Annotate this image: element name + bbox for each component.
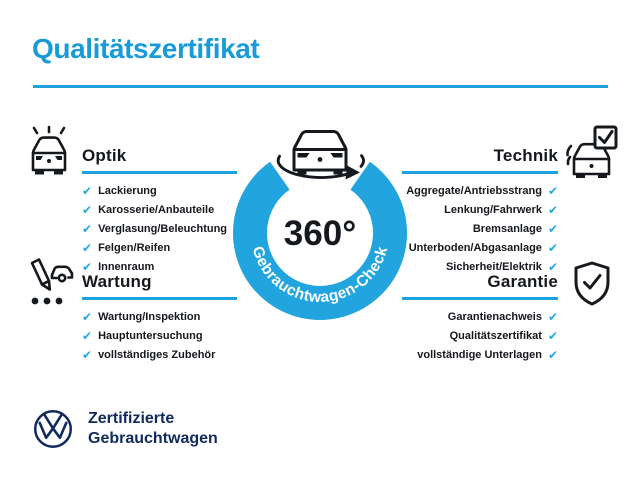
check-icon: ✔ bbox=[82, 222, 93, 236]
checklist-item-label: vollständige Unterlagen bbox=[417, 349, 542, 361]
section-underline bbox=[82, 297, 237, 300]
check-icon: ✔ bbox=[547, 348, 558, 362]
header-divider bbox=[33, 85, 608, 88]
checklist-item-label: Lackierung bbox=[98, 185, 157, 197]
brand-line2: Gebrauchtwagen bbox=[88, 430, 218, 447]
check-icon: ✔ bbox=[547, 241, 558, 255]
car-shine-icon bbox=[22, 124, 76, 178]
checklist-item-label: Hauptuntersuchung bbox=[98, 330, 203, 342]
checklist-item bbox=[378, 346, 558, 365]
car-360-rotation-icon bbox=[278, 132, 363, 180]
checklist-item-label: Garantienachweis bbox=[447, 311, 542, 323]
vw-logo-icon bbox=[32, 408, 74, 450]
checklist-item-label: Bremsanlage bbox=[472, 223, 542, 235]
check-icon: ✔ bbox=[547, 184, 558, 198]
check-icon: ✔ bbox=[547, 203, 558, 217]
car-checkbox-icon bbox=[562, 124, 620, 182]
checklist-item-label: vollständiges Zubehör bbox=[98, 349, 216, 361]
section-underline bbox=[402, 171, 558, 174]
check-icon: ✔ bbox=[82, 260, 93, 274]
check-icon: ✔ bbox=[82, 184, 93, 198]
section-optik-title: Optik bbox=[82, 146, 127, 165]
checklist-item-label: Unterboden/Abgasanlage bbox=[408, 242, 542, 254]
section-wartung-title: Wartung bbox=[82, 272, 152, 291]
brand-text bbox=[88, 409, 218, 449]
check-icon: ✔ bbox=[82, 203, 93, 217]
section-underline bbox=[402, 297, 558, 300]
badge-360-check bbox=[228, 114, 412, 324]
check-icon: ✔ bbox=[547, 310, 558, 324]
section-garantie-title: Garantie bbox=[487, 272, 558, 291]
brand-lockup bbox=[32, 408, 218, 450]
checklist-item bbox=[378, 327, 558, 346]
checklist-item-label: Innenraum bbox=[98, 261, 155, 273]
check-icon: ✔ bbox=[547, 222, 558, 236]
check-icon: ✔ bbox=[82, 329, 93, 343]
checklist-item bbox=[82, 346, 262, 365]
check-icon: ✔ bbox=[82, 310, 93, 324]
check-icon: ✔ bbox=[547, 329, 558, 343]
checklist-item bbox=[82, 327, 262, 346]
checklist-item-label: Lenkung/Fahrwerk bbox=[444, 204, 542, 216]
shield-check-icon bbox=[570, 260, 614, 312]
section-underline bbox=[82, 171, 237, 174]
section-technik-title: Technik bbox=[493, 146, 558, 165]
checklist-item-label: Qualitätszertifikat bbox=[449, 330, 542, 342]
check-icon: ✔ bbox=[547, 260, 558, 274]
checklist-item-label: Karosserie/Anbauteile bbox=[98, 204, 215, 216]
checklist-item-label: Wartung/Inspektion bbox=[98, 311, 201, 323]
badge-ring-label: Gebrauchtwagen-Check bbox=[248, 244, 392, 307]
checklist-item-label: Verglasung/Beleuchtung bbox=[98, 223, 228, 235]
page-title: Qualitätszertifikat bbox=[32, 33, 260, 64]
checklist-item-label: Aggregate/Antriebsstrang bbox=[406, 185, 542, 197]
check-icon: ✔ bbox=[82, 241, 93, 255]
service-checklist-icon bbox=[22, 256, 76, 310]
checklist-item-label: Sicherheit/Elektrik bbox=[445, 261, 542, 273]
badge-value: 360° bbox=[283, 214, 357, 253]
checklist-item-label: Felgen/Reifen bbox=[98, 242, 171, 254]
check-icon: ✔ bbox=[82, 348, 93, 362]
brand-line1: Zertifizierte bbox=[88, 410, 175, 427]
